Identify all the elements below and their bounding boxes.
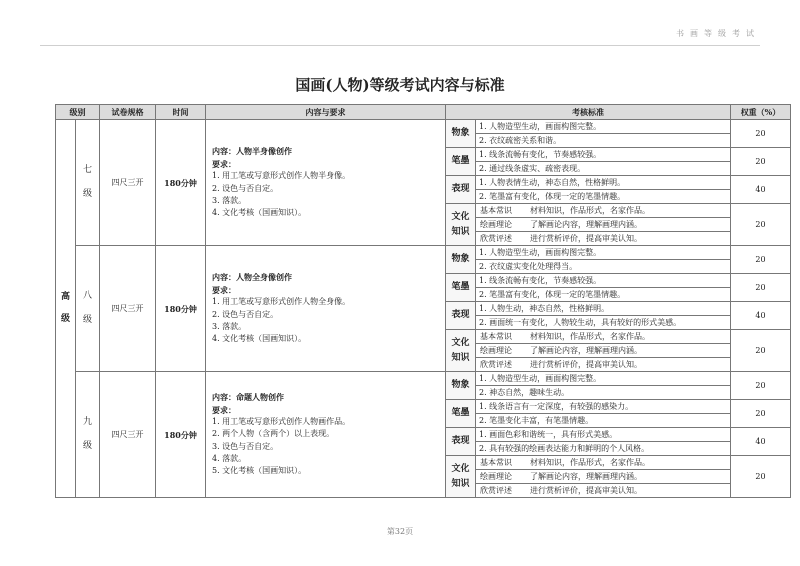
- weight-value: 20: [731, 456, 791, 498]
- knowledge-topic: 欣赏评述: [480, 359, 512, 369]
- col-header-paper: 试卷规格: [100, 105, 156, 120]
- criteria-category: [446, 302, 476, 330]
- criteria-category: [446, 246, 476, 274]
- table-row: [56, 246, 791, 260]
- requirement-item: 2. 设色与否自定。: [212, 183, 279, 193]
- level-label-text: 九级: [82, 417, 92, 451]
- weight-value: 20: [731, 148, 791, 176]
- exam-time: 180分钟: [156, 246, 206, 372]
- criteria-item: 1. 人物造型生动，画面构图完整。: [476, 246, 731, 260]
- requirements-label: 要求：: [212, 404, 236, 415]
- knowledge-desc: 进行赏析评价，提高审美认知。: [530, 359, 642, 369]
- weight-value: 40: [731, 176, 791, 204]
- requirement-item: 4. 文化考核（国画知识）。: [212, 334, 307, 344]
- criteria-item: 1. 人物造型生动，画面构图完整。: [476, 120, 731, 134]
- criteria-category: [446, 400, 476, 428]
- criteria-category: [446, 176, 476, 204]
- level-label: [76, 372, 100, 498]
- requirement-item: 4. 落款。: [212, 454, 247, 464]
- criteria-item: 2. 具有较强的绘画表达能力和鲜明的个人风格。: [476, 442, 731, 456]
- requirement-item: 1. 用工笔或写意形式创作人物半身像。: [212, 171, 351, 181]
- content-requirements: [206, 246, 446, 372]
- criteria-item: 2. 画面统一有变化，人物较生动，具有较好的形式美感。: [476, 316, 731, 330]
- exam-time: 180分钟: [156, 372, 206, 498]
- knowledge-desc: 材料知识，作品形式，名家作品。: [530, 331, 650, 341]
- weight-value: 40: [731, 302, 791, 330]
- criteria-item: 2. 神态自然，趣味生动。: [476, 386, 731, 400]
- header-row: [56, 105, 791, 120]
- criteria-item: 1. 人物生动，神态自然，性格鲜明。: [476, 302, 731, 316]
- criteria-category-label: 物象: [451, 380, 470, 391]
- criteria-item: 1. 线条语言有一定深度，有较强的感染力。: [476, 400, 731, 414]
- paper-size: 四尺三开: [100, 120, 156, 246]
- knowledge-item: [476, 484, 731, 498]
- knowledge-desc: 材料知识，作品形式，名家作品。: [530, 457, 650, 467]
- criteria-item: 1. 线条流畅有变化，节奏感较强。: [476, 274, 731, 288]
- col-header-level: 级别: [56, 105, 100, 120]
- requirement-item: 3. 落款。: [212, 195, 247, 205]
- knowledge-desc: 进行赏析评价，提高审美认知。: [530, 485, 642, 495]
- content-title: 内容：人物半身像创作: [212, 146, 292, 157]
- knowledge-item: [476, 218, 731, 232]
- criteria-category: [446, 204, 476, 246]
- knowledge-desc: 材料知识，作品形式，名家作品。: [530, 205, 650, 215]
- table-row: [56, 372, 791, 386]
- criteria-category-label: 笔墨: [451, 282, 470, 293]
- knowledge-desc: 进行赏析评价，提高审美认知。: [530, 233, 642, 243]
- requirement-item: 1. 用工笔或写意形式创作人物画作品。: [212, 416, 351, 426]
- col-header-content: 内容与要求: [206, 105, 446, 120]
- knowledge-desc: 了解画论内容，理解画理内涵。: [530, 219, 642, 229]
- page-title: 国画(人物)等级考试内容与标准: [295, 76, 505, 94]
- weight-value: 20: [731, 372, 791, 400]
- requirement-item: 3. 落款。: [212, 321, 247, 331]
- knowledge-desc: 了解画论内容，理解画理内涵。: [530, 471, 642, 481]
- weight-value: 20: [731, 400, 791, 428]
- knowledge-topic: 绘画理论: [480, 345, 512, 355]
- weight-value: 20: [731, 204, 791, 246]
- knowledge-item: [476, 330, 731, 344]
- criteria-category: [446, 120, 476, 148]
- criteria-item: 1. 线条流畅有变化，节奏感较强。: [476, 148, 731, 162]
- level-label-text: 七级: [82, 165, 92, 199]
- knowledge-item: [476, 232, 731, 246]
- knowledge-desc: 了解画论内容，理解画理内涵。: [530, 345, 642, 355]
- knowledge-topic: 基本常识: [480, 457, 512, 467]
- criteria-category-label: 表现: [451, 436, 470, 447]
- knowledge-topic: 基本常识: [480, 331, 512, 341]
- requirement-item: 3. 设色与否自定。: [212, 441, 279, 451]
- content-requirements: [206, 120, 446, 246]
- level-label-text: 八级: [82, 291, 92, 325]
- level-label: [76, 246, 100, 372]
- level-label: [76, 120, 100, 246]
- criteria-category: [446, 274, 476, 302]
- criteria-category-label: 笔墨: [451, 156, 470, 167]
- content-title: 内容：命题人物创作: [212, 392, 284, 403]
- criteria-category: [446, 428, 476, 456]
- criteria-item: 1. 人物表情生动，神态自然，性格鲜明。: [476, 176, 731, 190]
- knowledge-item: [476, 456, 731, 470]
- col-header-weight: 权重（%）: [731, 105, 791, 120]
- content-requirements: [206, 372, 446, 498]
- col-header-time: 时间: [156, 105, 206, 120]
- weight-value: 20: [731, 246, 791, 274]
- criteria-item: 2. 笔墨富有变化，体现一定的笔墨情趣。: [476, 190, 731, 204]
- weight-value: 20: [731, 274, 791, 302]
- knowledge-item: [476, 470, 731, 484]
- exam-time: 180分钟: [156, 120, 206, 246]
- paper-size: 四尺三开: [100, 372, 156, 498]
- standards-table: [55, 104, 791, 498]
- knowledge-topic: 基本常识: [480, 205, 512, 215]
- criteria-item: 1. 人物造型生动，画面构图完整。: [476, 372, 731, 386]
- criteria-category: [446, 148, 476, 176]
- knowledge-topic: 欣赏评述: [480, 233, 512, 243]
- criteria-item: 2. 衣纹虚实变化处理得当。: [476, 260, 731, 274]
- requirement-item: 5. 文化考核（国画知识）。: [212, 466, 307, 476]
- criteria-category-label: 文化知识: [451, 338, 470, 363]
- knowledge-topic: 绘画理论: [480, 219, 512, 229]
- criteria-item: 2. 衣纹疏密关系和谐。: [476, 134, 731, 148]
- criteria-category: [446, 330, 476, 372]
- criteria-category-label: 物象: [451, 254, 470, 265]
- paper-size: 四尺三开: [100, 246, 156, 372]
- weight-value: 40: [731, 428, 791, 456]
- criteria-category-label: 物象: [451, 128, 470, 139]
- knowledge-item: [476, 204, 731, 218]
- criteria-item: 2. 通过线条虚实、疏密表现。: [476, 162, 731, 176]
- knowledge-item: [476, 358, 731, 372]
- requirement-item: 4. 文化考核（国画知识）。: [212, 208, 307, 218]
- content-title: 内容：人物全身像创作: [212, 272, 292, 283]
- grade-label: [56, 120, 76, 498]
- requirement-item: 1. 用工笔或写意形式创作人物全身像。: [212, 297, 351, 307]
- criteria-category-label: 表现: [451, 184, 470, 195]
- criteria-category-label: 笔墨: [451, 408, 470, 419]
- knowledge-topic: 欣赏评述: [480, 485, 512, 495]
- requirement-item: 2. 两个人物（含两个）以上表现。: [212, 429, 335, 439]
- knowledge-topic: 绘画理论: [480, 471, 512, 481]
- requirements-label: 要求：: [212, 158, 236, 169]
- criteria-category: [446, 456, 476, 498]
- col-header-criteria: 考核标准: [446, 105, 731, 120]
- criteria-item: 2. 笔墨富有变化，体现一定的笔墨情趣。: [476, 288, 731, 302]
- header-tag: 书画等级考试: [676, 29, 760, 38]
- weight-value: 20: [731, 120, 791, 148]
- page-number: 第32页: [386, 527, 414, 536]
- requirements-label: 要求：: [212, 284, 236, 295]
- criteria-category-label: 文化知识: [451, 212, 470, 237]
- requirement-item: 2. 设色与否自定。: [212, 309, 279, 319]
- criteria-category-label: 表现: [451, 310, 470, 321]
- criteria-category: [446, 372, 476, 400]
- knowledge-item: [476, 344, 731, 358]
- criteria-category-label: 文化知识: [451, 464, 470, 489]
- grade-label-text: 高级: [60, 291, 70, 324]
- criteria-item: 2. 笔墨变化丰富，有笔墨情趣。: [476, 414, 731, 428]
- weight-value: 20: [731, 330, 791, 372]
- criteria-item: 1. 画面色彩和谐统一，具有形式美感。: [476, 428, 731, 442]
- header-divider: [40, 45, 760, 46]
- table-row: [56, 120, 791, 134]
